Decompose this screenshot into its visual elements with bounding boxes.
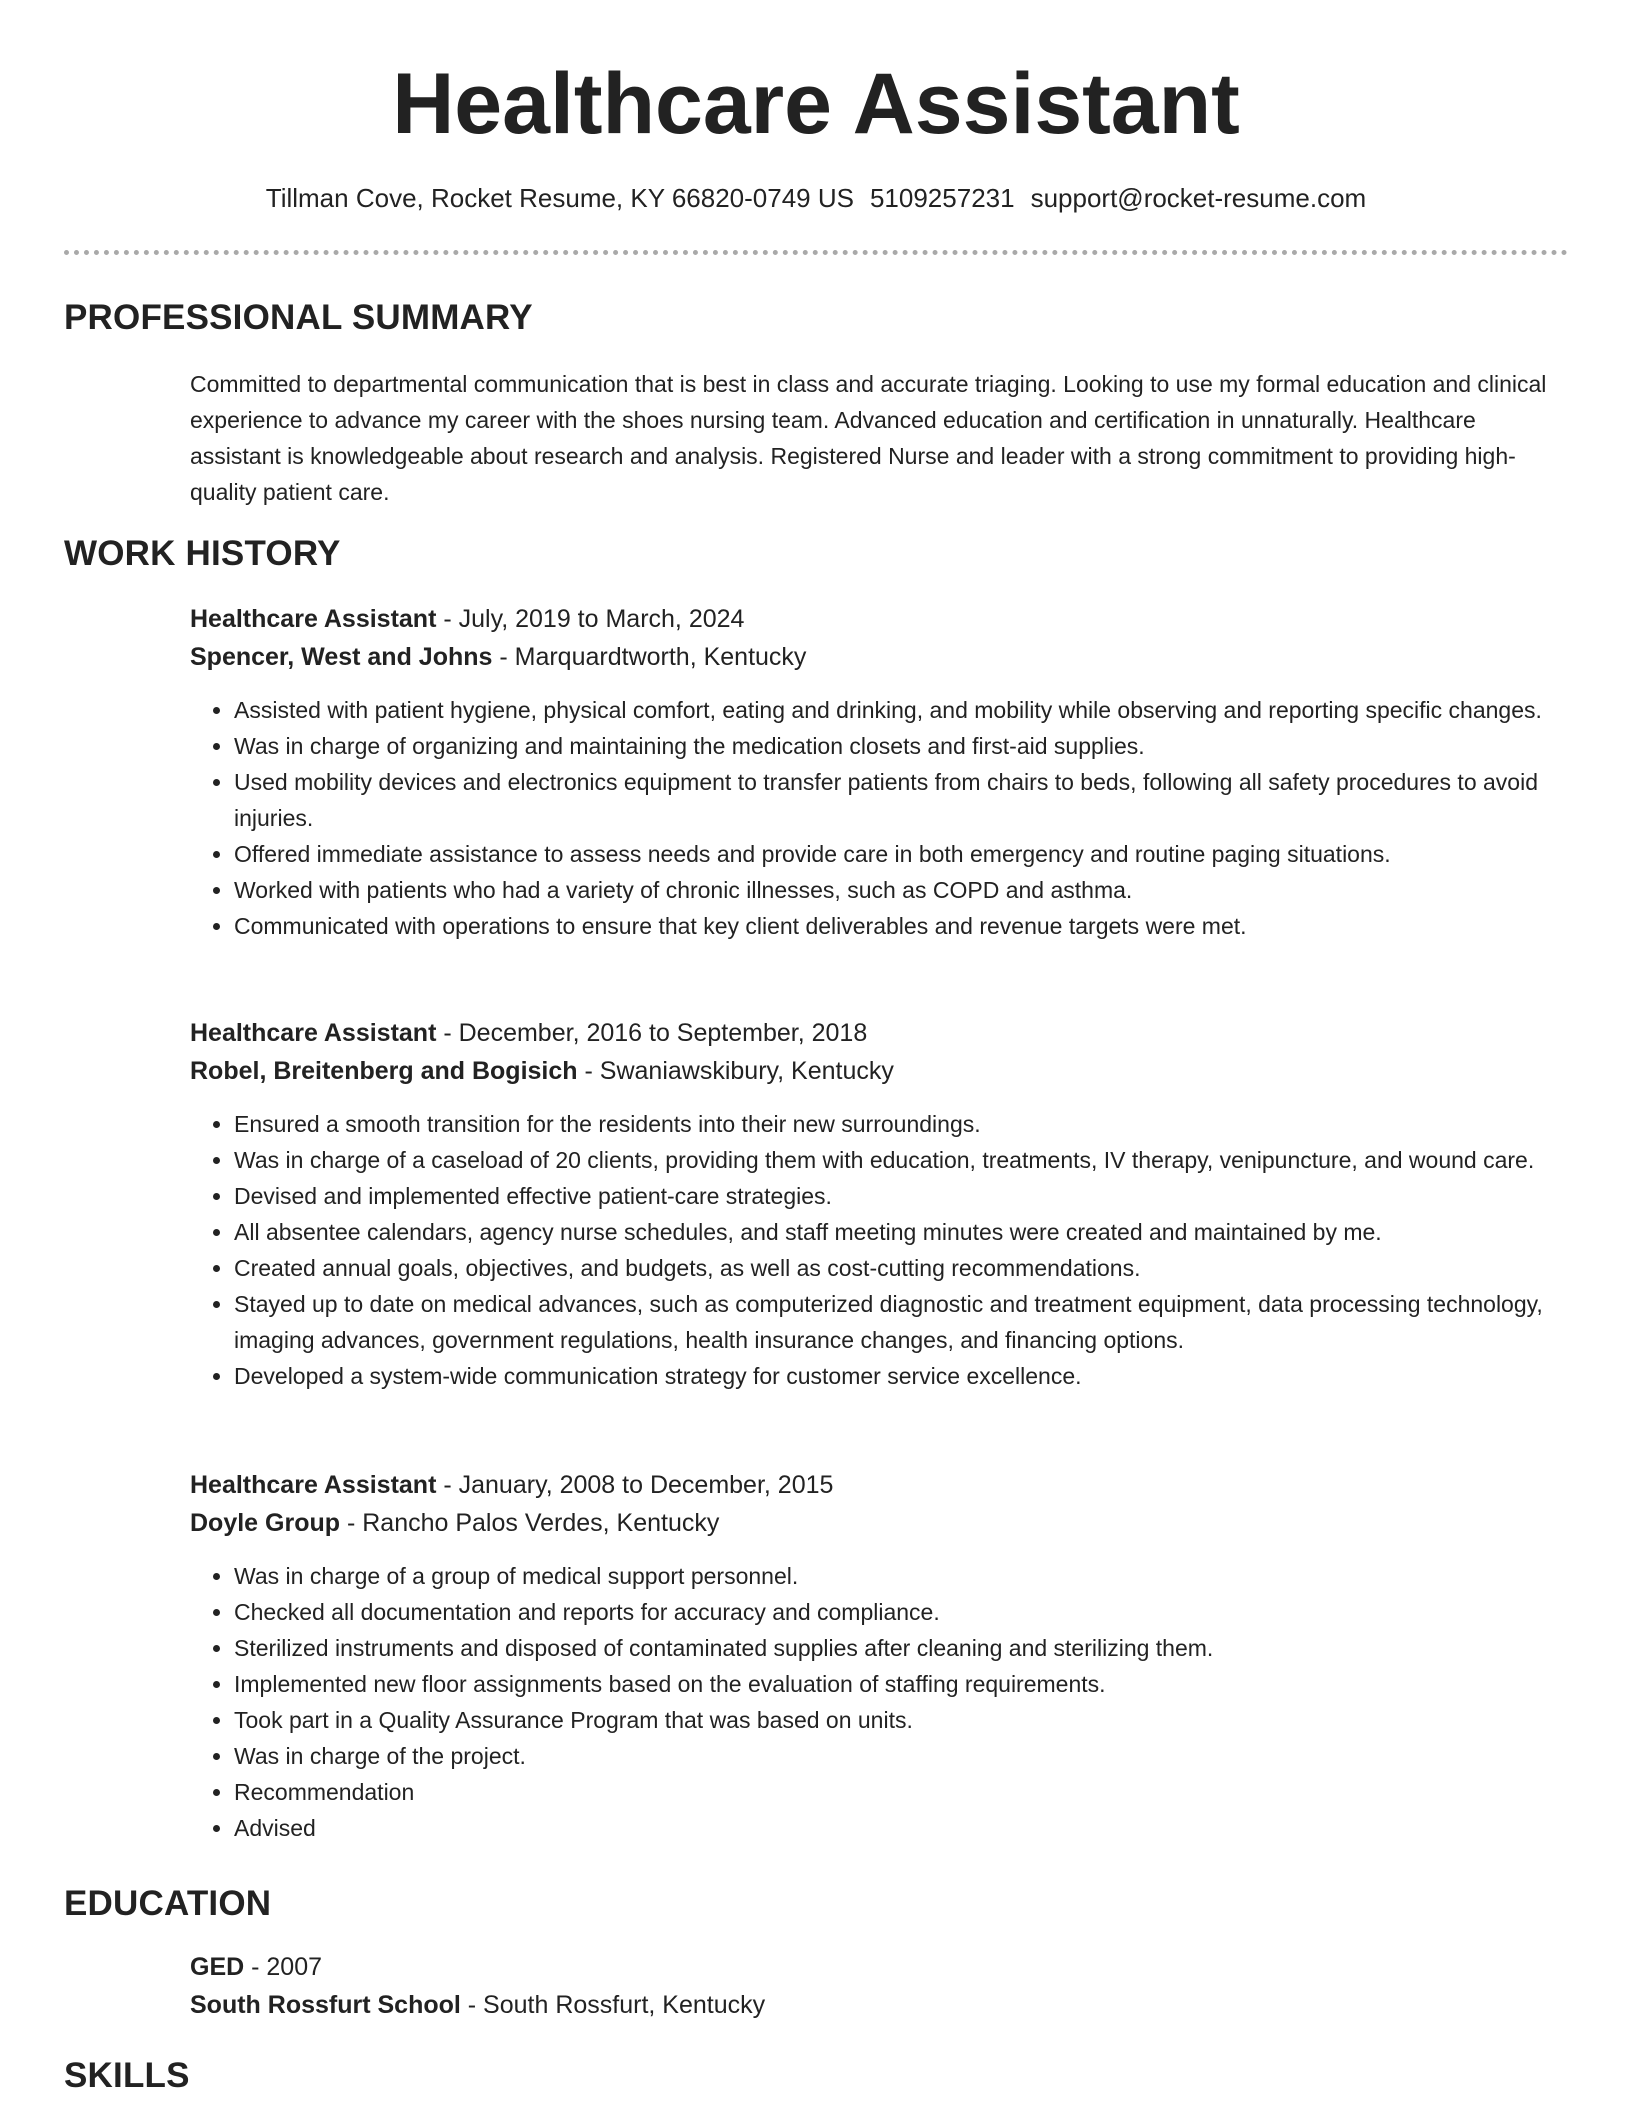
job-entry-2: [190, 1014, 1570, 1394]
job-bullet: • Implemented new floor assignments based on the evaluation of staffing requirements.: [234, 1666, 1570, 1702]
section-title-education: EDUCATION: [64, 1884, 272, 1923]
job-bullet: • Ensured a smooth transition for the residents into their new surroundings.: [234, 1106, 1570, 1142]
job-title: Healthcare Assistant: [190, 605, 437, 633]
job-bullet-list: [190, 1106, 1570, 1394]
contact-email: support@rocket-resume.com: [1030, 183, 1367, 213]
education-school: South Rossfurt School: [190, 1991, 461, 2019]
job-title-line: [190, 600, 1570, 638]
job-title-line: [190, 1466, 1570, 1504]
resume-name-heading: Healthcare Assistant: [392, 56, 1240, 152]
contact-line: [0, 180, 1632, 216]
job-bullet: • Checked all documentation and reports for accuracy and compliance.: [234, 1594, 1570, 1630]
job-dates: - January, 2008 to December, 2015: [436, 1471, 834, 1499]
job-title-line: [190, 1014, 1570, 1052]
job-dates: - December, 2016 to September, 2018: [436, 1019, 868, 1047]
job-bullet: • Assisted with patient hygiene, physical comfort, eating and drinking, and mobility while observing and reporting specific changes.: [234, 692, 1570, 728]
job-bullet: • Sterilized instruments and disposed of contaminated supplies after cleaning and sterilizing them.: [234, 1630, 1570, 1666]
job-company: Spencer, West and Johns: [190, 643, 493, 671]
job-bullet: • Recommendation: [234, 1774, 1570, 1810]
job-location: - Marquardtworth, Kentucky: [492, 643, 807, 671]
job-bullet: • Was in charge of a group of medical support personnel.: [234, 1558, 1570, 1594]
section-title-work-history: WORK HISTORY: [64, 534, 341, 573]
job-bullet: • Was in charge of the project.: [234, 1738, 1570, 1774]
job-title: Healthcare Assistant: [190, 1019, 437, 1047]
education-degree-line: [190, 1948, 1570, 1986]
job-bullet-list: [190, 1558, 1570, 1846]
job-company: Doyle Group: [190, 1509, 341, 1537]
education-year: - 2007: [244, 1953, 323, 1981]
job-location: - Rancho Palos Verdes, Kentucky: [340, 1509, 720, 1537]
job-location: - Swaniawskibury, Kentucky: [577, 1057, 894, 1085]
summary-text: Committed to departmental communication that is best in class and accurate triaging. Looking to use my formal education and clinical experience to advance my career with the shoes nursing team. Advanced education and certification in unnaturally. Healthcare assistant is knowledgeable about research and analysis. Registered Nurse and leader with a strong commitment to providing high-quality patient care.: [190, 371, 1547, 505]
header-divider: [64, 250, 1568, 255]
education-entry: [190, 1948, 1570, 2024]
education-degree: GED: [190, 1953, 245, 1981]
job-bullet: • Created annual goals, objectives, and budgets, as well as cost-cutting recommendations.: [234, 1250, 1570, 1286]
education-school-line: [190, 1986, 1570, 2024]
job-bullet: • Used mobility devices and electronics equipment to transfer patients from chairs to beds, following all safety procedures to avoid injuries.: [234, 764, 1570, 836]
job-bullet: • Worked with patients who had a variety of chronic illnesses, such as COPD and asthma.: [234, 872, 1570, 908]
job-title: Healthcare Assistant: [190, 1471, 437, 1499]
job-bullet: • Devised and implemented effective patient-care strategies.: [234, 1178, 1570, 1214]
job-bullet: • Offered immediate assistance to assess needs and provide care in both emergency and routine paging situations.: [234, 836, 1570, 872]
job-entry-1: [190, 600, 1570, 944]
job-dates: - July, 2019 to March, 2024: [436, 605, 745, 633]
job-bullet: • Was in charge of a caseload of 20 clients, providing them with education, treatments, IV therapy, venipuncture, and wound care.: [234, 1142, 1570, 1178]
job-company: Robel, Breitenberg and Bogisich: [190, 1057, 578, 1085]
job-bullet: • Advised: [234, 1810, 1570, 1846]
job-bullet: • Stayed up to date on medical advances, such as computerized diagnostic and treatment equipment, data processing technology, imaging advances, government regulations, health insurance changes, and financing options.: [234, 1286, 1570, 1358]
job-bullet: • All absentee calendars, agency nurse schedules, and staff meeting minutes were created and maintained by me.: [234, 1214, 1570, 1250]
job-company-line: [190, 1504, 1570, 1542]
job-bullet-list: [190, 692, 1570, 944]
section-title-summary: PROFESSIONAL SUMMARY: [64, 298, 533, 337]
job-entry-3: [190, 1466, 1570, 1846]
job-bullet: • Was in charge of organizing and maintaining the medication closets and first-aid supplies.: [234, 728, 1570, 764]
job-company-line: [190, 1052, 1570, 1090]
section-title-skills: SKILLS: [64, 2056, 190, 2095]
job-bullet: • Took part in a Quality Assurance Program that was based on units.: [234, 1702, 1570, 1738]
education-location: - South Rossfurt, Kentucky: [460, 1991, 766, 2019]
job-company-line: [190, 638, 1570, 676]
contact-phone: 5109257231: [869, 183, 1015, 213]
job-bullet: • Developed a system-wide communication strategy for customer service excellence.: [234, 1358, 1570, 1394]
job-bullet: • Communicated with operations to ensure that key client deliverables and revenue targets were met.: [234, 908, 1570, 944]
contact-address: Tillman Cove, Rocket Resume, KY 66820-0749 US: [265, 183, 854, 213]
